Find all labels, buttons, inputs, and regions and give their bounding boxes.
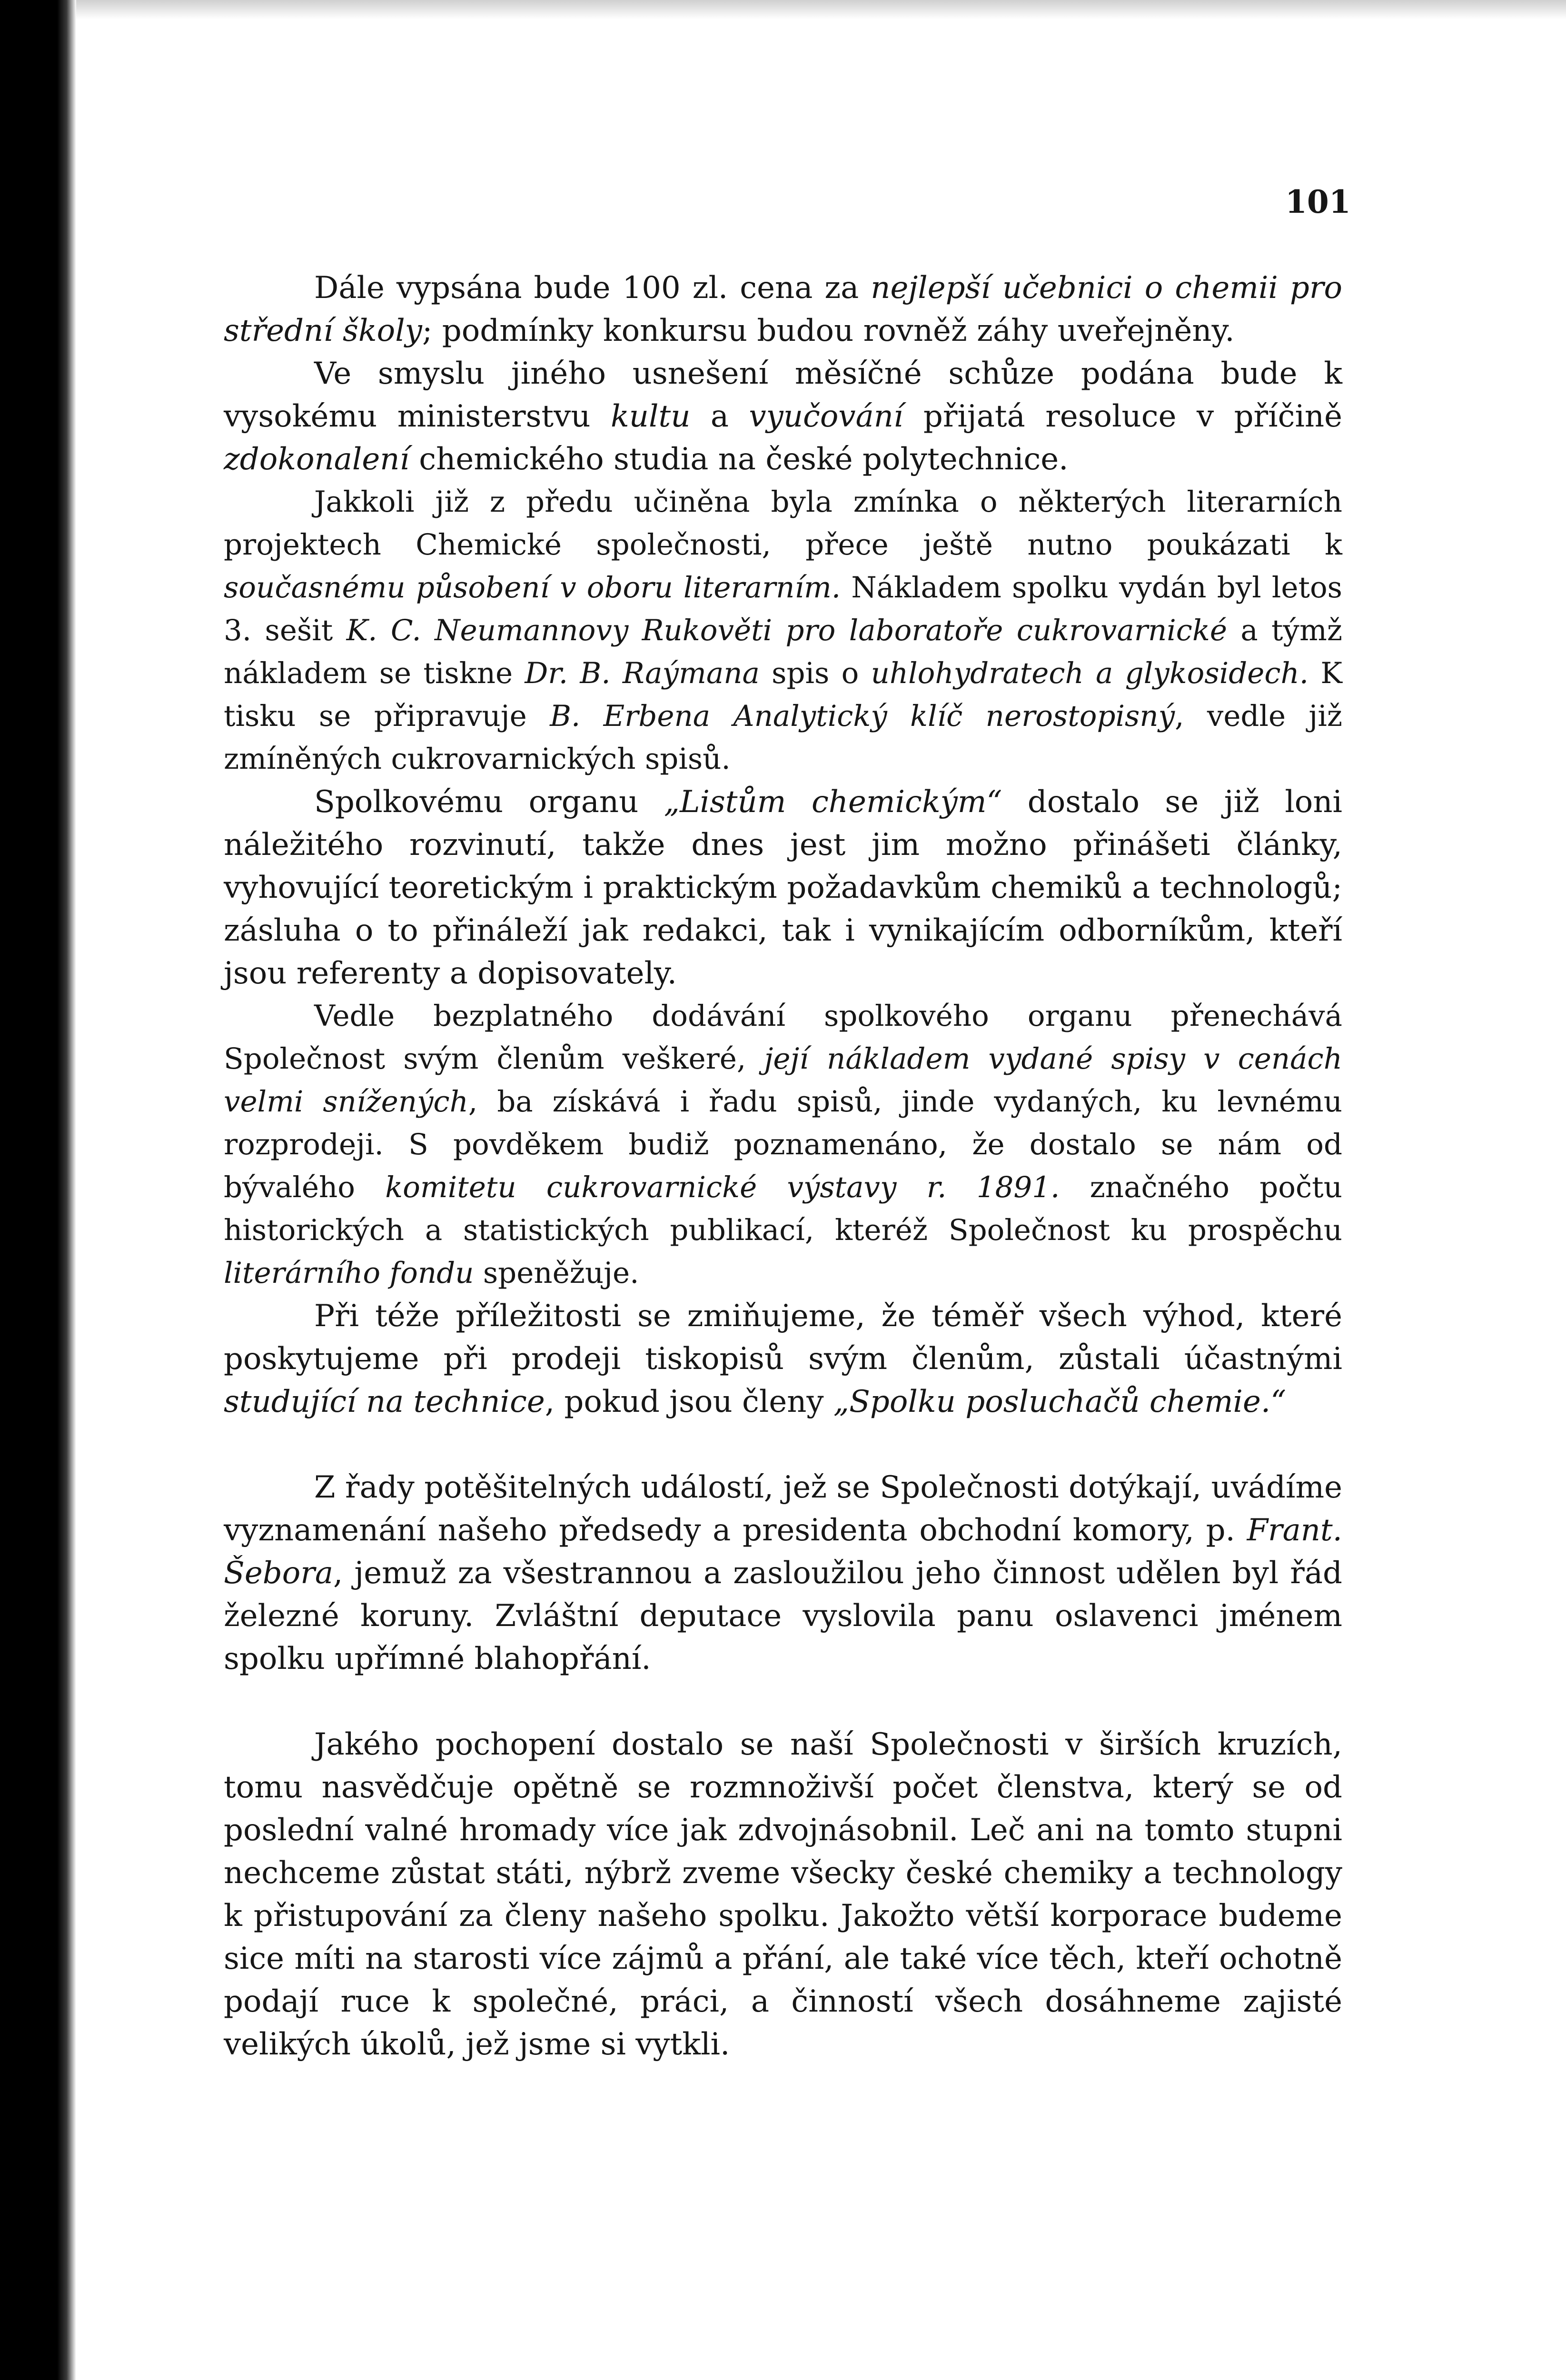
- text-run: Jakkoli již z předu učiněna byla zmínka o některých literarních projektech Chemické společnosti, přece ještě nutno poukázati k: [224, 485, 1342, 562]
- paragraph-students: [224, 1295, 1342, 1423]
- italic-run: vyučování: [749, 399, 903, 434]
- text-run: dostalo se již loni náležitého rozvinutí, takže dnes jest jim možno přinášeti články, vyhovující teoretickým i praktickým požadavkům chemiků a technologů; zásluha o to přináleží jak redakci, tak i vynikajícím odborníkům, kteří jsou referenty a dopisovately.: [224, 784, 1342, 991]
- text-run: Při téže příležitosti se zmiňujeme, že téměř všech výhod, které poskytujeme při prodeji tiskopisů svým členům, zůstali účastnými: [224, 1299, 1342, 1377]
- text-run: přijatá resoluce v příčině: [903, 399, 1343, 434]
- text-run: Spolkovému organu: [314, 784, 664, 820]
- italic-run: kultu: [611, 399, 691, 434]
- scan-binding-shadow: [0, 0, 76, 2380]
- italic-run: B. Erbena Analytický klíč nerostopisný: [550, 699, 1175, 733]
- text-run: Dále vypsána bude 100 zl. cena za: [314, 270, 871, 306]
- page-number: 101: [1285, 183, 1351, 220]
- italic-run: „Listům chemickým“: [664, 784, 1002, 820]
- text-run: K tisku se připravuje: [224, 656, 1343, 733]
- paragraph-prize-textbook: [224, 267, 1342, 352]
- body-text: [224, 267, 1342, 2066]
- italic-run: Frant. Šebora: [224, 1513, 1342, 1591]
- text-run: , vedle již zmíněných cukrovarnických spisů.: [224, 699, 1342, 776]
- italic-run: Dr. B. Raýmana: [525, 656, 760, 690]
- paragraph-free-organ: [224, 995, 1342, 1295]
- italic-run: studující na technice: [224, 1384, 545, 1419]
- italic-run: nejlepší učebnici o chemii pro střední školy: [224, 270, 1343, 348]
- italic-run: „Spolku posluchačů chemie.“: [833, 1384, 1286, 1419]
- text-run: Nákladem spolku vydán byl letos 3. sešit: [224, 571, 1342, 647]
- italic-run: literárního fondu: [224, 1256, 474, 1290]
- italic-run: současnému působení v oboru literarním.: [224, 571, 841, 605]
- text-run: Ve smyslu jiného usnešení měsíčné schůze podána bude k vysokému ministerstvu: [224, 356, 1342, 434]
- italic-run: komitetu cukrovarnické výstavy r. 1891.: [385, 1170, 1060, 1204]
- italic-run: její nákladem vydané spisy v cenách velmi snížených: [224, 1042, 1343, 1119]
- text-run: chemického studia na české polytechnice.: [409, 442, 1069, 477]
- italic-run: uhlohydratech a glykosidech.: [871, 656, 1309, 690]
- text-run: Z řady potěšitelných událostí, jež se Společnosti dotýkají, uvádíme vyznamenání našeho předsedy a presidenta obchodní komory, p.: [224, 1470, 1342, 1548]
- scan-top-shadow: [76, 0, 1566, 19]
- paragraph-ministry-resolution: [224, 352, 1342, 481]
- text-run: , ba získává i řadu spisů, jinde vydaných, ku levnému rozprodeji. S povděkem budiž poznamenáno, že dostalo se nám od bývalého: [224, 1085, 1342, 1204]
- paragraph-literary-projects: [224, 481, 1342, 781]
- text-run: spis o: [759, 656, 871, 690]
- text-run: a týmž nákladem se tiskne: [224, 614, 1342, 690]
- text-run: a: [690, 399, 749, 434]
- text-run: Vedle bezplatného dodávání spolkového organu přenechává Společnost svým členům veškeré,: [224, 999, 1342, 1076]
- paragraph-sebor-award: [224, 1466, 1342, 1680]
- text-run: Jakého pochopení dostalo se naší Společnosti v širších kruzích, tomu nasvědčuje opětně se rozmnoživší počet členstva, který se od poslední valné hromady více jak zdvojnásobnil. Leč ani na tomto stupni nechceme zůstat státi, nýbrž zveme všecky české chemiky a technology k přistupování za členy našeho spolku. Jakožto větší korporace budeme sice míti na starosti více zájmů a přání, ale také více těch, kteří ochotně podají ruce k společné, práci, a činností všech dosáhneme zajisté velikých úkolů, jež jsme si vytkli.: [224, 1727, 1342, 2062]
- text-run: ; podmínky konkursu budou rovněž záhy uveřejněny.: [422, 313, 1235, 348]
- paragraph-membership: [224, 1723, 1342, 2066]
- text-run: , pokud jsou členy: [545, 1384, 833, 1419]
- text-run: značného počtu historických a statistických publikací, kteréž Společnost ku prospěchu: [224, 1170, 1342, 1247]
- italic-run: zdokonalení: [224, 442, 409, 477]
- italic-run: K. C. Neumannovy Rukověti pro laboratoře cukrovarnické: [346, 614, 1228, 647]
- text-run: , jemuž za všestrannou a zasloužilou jeho činnost udělen byl řád železné koruny. Zvláštní deputace vyslovila panu oslavenci jménem spolku upřímné blahopřání.: [224, 1556, 1342, 1676]
- paragraph-listy-chemicke: [224, 781, 1342, 995]
- text-run: speněžuje.: [474, 1256, 639, 1290]
